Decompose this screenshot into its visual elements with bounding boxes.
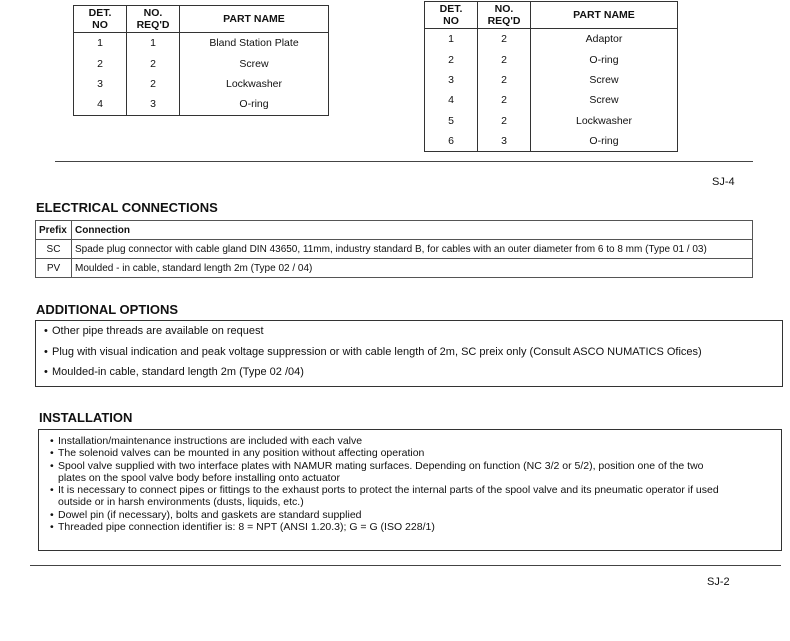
det-cell: 1	[425, 29, 478, 50]
bullet-icon: •	[44, 325, 48, 337]
det-cell: 4	[425, 90, 478, 110]
qty-cell: 2	[478, 90, 531, 110]
qty-cell: 2	[478, 29, 531, 50]
bullet-icon: •	[44, 345, 48, 358]
header-part-name: PART NAME	[531, 2, 678, 29]
part-name-cell: Lockwasher	[180, 74, 329, 94]
list-item	[44, 346, 782, 367]
det-cell: 1	[74, 33, 127, 54]
list-item	[50, 447, 781, 459]
bullet-icon: •	[50, 435, 54, 447]
qty-cell: 2	[127, 53, 180, 73]
table-row	[425, 49, 678, 69]
list-item	[50, 509, 781, 521]
prefix-cell: SC	[36, 240, 72, 259]
qty-cell: 2	[478, 49, 531, 69]
qty-cell: 2	[127, 74, 180, 94]
header-connection: Connection	[72, 221, 753, 240]
part-name-cell: O-ring	[531, 131, 678, 152]
det-cell: 5	[425, 111, 478, 131]
header-part-name: PART NAME	[180, 6, 329, 33]
installation-text: Spool valve supplied with two interface plates with NAMUR mating surfaces. Depending on function (NC 3/2 or 5/2), position one of the two plates on the spool valve body before installing onto actuator	[58, 459, 704, 484]
table-row	[425, 131, 678, 152]
option-text: Moulded-in cable, standard length 2m (Type 02 /04)	[52, 366, 304, 378]
table-row	[425, 70, 678, 90]
list-item	[44, 325, 782, 346]
prefix-cell: PV	[36, 259, 72, 278]
qty-cell: 2	[478, 70, 531, 90]
list-item	[50, 484, 781, 509]
bullet-icon: •	[50, 521, 54, 534]
option-text: Other pipe threads are available on request	[52, 325, 264, 337]
installation-box	[38, 429, 782, 551]
list-item	[50, 521, 781, 533]
list-item	[44, 366, 782, 387]
additional-options-box	[35, 320, 783, 387]
bullet-icon: •	[50, 447, 54, 460]
qty-cell: 2	[478, 111, 531, 131]
connection-cell: Spade plug connector with cable gland DIN 43650, 11mm, industry standard B, for cables with an outer diameter from 6 to 8 mm (Type 01 / 03)	[72, 240, 753, 259]
qty-cell: 1	[127, 33, 180, 54]
installation-text: The solenoid valves can be mounted in any position without affecting operation	[58, 447, 425, 460]
det-cell: 4	[74, 94, 127, 115]
parts-table-right	[424, 1, 678, 152]
det-cell: 2	[425, 49, 478, 69]
header-no-reqd: NO. REQ'D	[478, 2, 531, 29]
installation-text: It is necessary to connect pipes or fittings to the exhaust ports to protect the internal parts of the spool valve and its pneumatic operator if used outside or in harsh environments (dusts, liquids, etc.)	[58, 484, 719, 509]
table-row	[74, 53, 329, 73]
table-row	[425, 111, 678, 131]
part-name-cell: O-ring	[180, 94, 329, 115]
table-row	[425, 29, 678, 50]
table-row	[74, 94, 329, 115]
parts-table-left	[73, 5, 329, 116]
electrical-table	[35, 220, 753, 278]
det-cell: 2	[74, 53, 127, 73]
installation-text: Dowel pin (if necessary), bolts and gaskets are standard supplied	[58, 508, 362, 521]
part-name-cell: O-ring	[531, 49, 678, 69]
table-row	[74, 74, 329, 94]
part-name-cell: Screw	[180, 53, 329, 73]
det-cell: 3	[425, 70, 478, 90]
additional-options-title: ADDITIONAL OPTIONS	[36, 302, 179, 317]
bullet-icon: •	[44, 366, 48, 378]
list-item	[50, 460, 781, 485]
part-name-cell: Screw	[531, 90, 678, 110]
part-name-cell: Bland Station Plate	[180, 33, 329, 54]
bullet-icon: •	[50, 484, 54, 497]
installation-title: INSTALLATION	[39, 410, 133, 425]
page-ref-lower: SJ-2	[707, 576, 730, 588]
table-row	[36, 259, 753, 278]
part-name-cell: Adaptor	[531, 29, 678, 50]
header-prefix: Prefix	[36, 221, 72, 240]
det-cell: 6	[425, 131, 478, 152]
header-det-no: DET. NO	[74, 6, 127, 33]
connection-cell: Moulded - in cable, standard length 2m (Type 02 / 04)	[72, 259, 753, 278]
qty-cell: 3	[127, 94, 180, 115]
part-name-cell: Screw	[531, 70, 678, 90]
list-item	[50, 435, 781, 447]
header-det-no: DET. NO	[425, 2, 478, 29]
bullet-icon: •	[50, 459, 54, 472]
divider-upper	[55, 161, 753, 162]
divider-lower	[30, 565, 781, 566]
table-row	[74, 33, 329, 54]
option-text: Plug with visual indication and peak voltage suppression or with cable length of 2m, SC preix only (Consult ASCO NUMATICS Ofices)	[52, 345, 702, 358]
page-ref-upper: SJ-4	[712, 176, 735, 188]
installation-text: Installation/maintenance instructions are included with each valve	[58, 435, 363, 447]
electrical-title: ELECTRICAL CONNECTIONS	[36, 200, 218, 215]
qty-cell: 3	[478, 131, 531, 152]
bullet-icon: •	[50, 508, 54, 521]
installation-text: Threaded pipe connection identifier is: 8 = NPT (ANSI 1.20.3); G = G (ISO 228/1)	[58, 521, 435, 534]
det-cell: 3	[74, 74, 127, 94]
table-row	[36, 240, 753, 259]
table-row	[425, 90, 678, 110]
header-no-reqd: NO. REQ'D	[127, 6, 180, 33]
part-name-cell: Lockwasher	[531, 111, 678, 131]
